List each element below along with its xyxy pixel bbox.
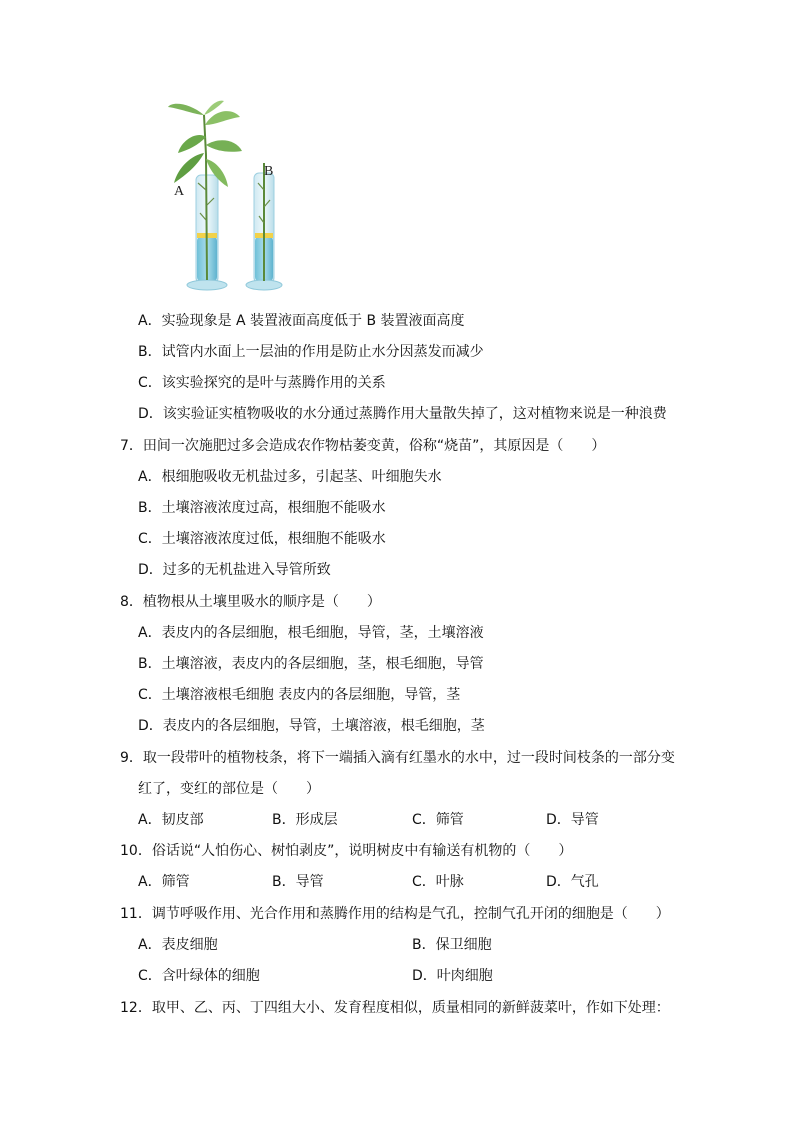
q6-option-a: A．实验现象是 A 装置液面高度低于 B 装置液面高度 — [138, 313, 465, 329]
q11-option-b: B．保卫细胞 — [412, 937, 492, 953]
q10-option-c: C．叶脉 — [412, 874, 464, 890]
q9-option-c: C．筛管 — [412, 812, 464, 828]
q7-stem: 7．田间一次施肥过多会造成农作物枯萎变黄，俗称“烧苗”，其原因是（ ） — [120, 438, 606, 454]
q12-stem: 12．取甲、乙、丙、丁四组大小、发育程度相似，质量相同的新鲜菠菜叶，作如下处理： — [120, 1000, 670, 1016]
q11-option-d: D．叶肉细胞 — [412, 968, 493, 984]
q9-stem-line1: 9．取一段带叶的植物枝条，将下一端插入滴有红墨水的水中，过一段时间枝条的一部分变 — [120, 750, 675, 766]
q6-option-b: B．试管内水面上一层油的作用是防止水分因蒸发而减少 — [138, 344, 484, 360]
q11-option-a: A．表皮细胞 — [138, 937, 218, 953]
q7-option-d: D．过多的无机盐进入导管所致 — [138, 562, 331, 578]
q7-option-a: A．根细胞吸收无机盐过多，引起茎、叶细胞失水 — [138, 469, 442, 485]
q8-option-b: B．土壤溶液，表皮内的各层细胞，茎，根毛细胞，导管 — [138, 656, 484, 672]
test-tube-illustration — [138, 95, 298, 295]
q9-stem-line2: 红了，变红的部位是（ ） — [138, 781, 320, 797]
label-a: A — [174, 184, 185, 199]
q7-option-b: B．土壤溶液浓度过高，根细胞不能吸水 — [138, 500, 386, 516]
q10-option-b: B．导管 — [272, 874, 324, 890]
q10-stem: 10．俗话说“人怕伤心、树怕剥皮”，说明树皮中有输送有机物的（ ） — [120, 843, 573, 859]
label-b: B — [264, 164, 274, 179]
q9-option-d: D．导管 — [546, 812, 599, 828]
q11-stem: 11．调节呼吸作用、光合作用和蒸腾作用的结构是气孔，控制气孔开闭的细胞是（ ） — [120, 906, 670, 922]
tube-b — [246, 163, 282, 290]
q8-option-c: C．土壤溶液根毛细胞 表皮内的各层细胞，导管，茎 — [138, 687, 461, 703]
q9-option-b: B．形成层 — [272, 812, 338, 828]
q8-option-a: A．表皮内的各层细胞，根毛细胞，导管，茎，土壤溶液 — [138, 625, 484, 641]
q10-option-a: A．筛管 — [138, 874, 190, 890]
q6-option-d: D．该实验证实植物吸收的水分通过蒸腾作用大量散失掉了，这对植物来说是一种浪费 — [138, 406, 667, 422]
q11-option-c: C．含叶绿体的细胞 — [138, 968, 260, 984]
q6-option-c: C．该实验探究的是叶与蒸腾作用的关系 — [138, 375, 386, 391]
q7-option-c: C．土壤溶液浓度过低，根细胞不能吸水 — [138, 531, 386, 547]
experiment-figure — [138, 95, 298, 295]
q8-stem: 8．植物根从土壤里吸水的顺序是（ ） — [120, 594, 381, 610]
q10-option-d: D．气孔 — [546, 874, 599, 890]
q8-option-d: D．表皮内的各层细胞，导管，土壤溶液，根毛细胞，茎 — [138, 718, 485, 734]
q9-option-a: A．韧皮部 — [138, 812, 204, 828]
